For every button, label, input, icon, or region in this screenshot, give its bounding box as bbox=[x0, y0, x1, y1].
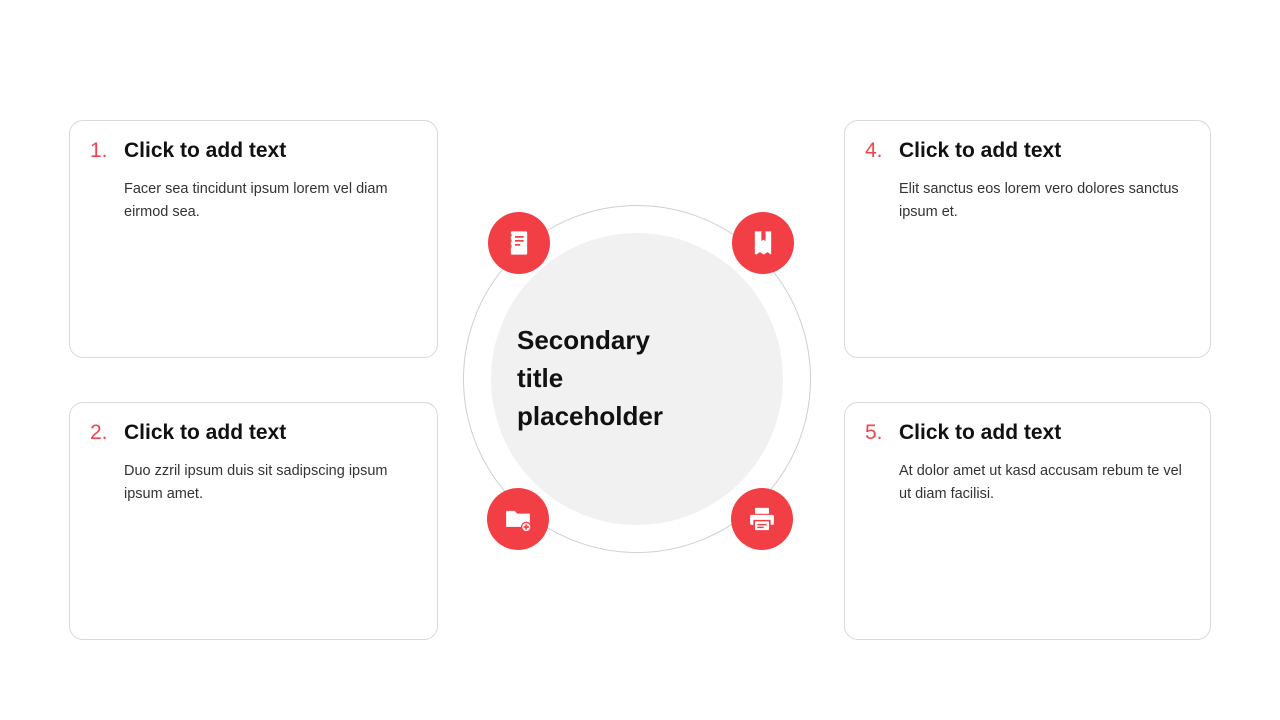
text-card-5[interactable] bbox=[844, 402, 1211, 640]
center-diagram bbox=[463, 205, 813, 555]
card-body-text[interactable]: Duo zzril ipsum duis sit sadipscing ipsum ipsum amet. bbox=[124, 463, 388, 502]
add-folder-icon bbox=[503, 504, 533, 534]
card-title[interactable]: Click to add text bbox=[899, 421, 1062, 444]
center-circle[interactable] bbox=[491, 233, 783, 525]
text-card-1[interactable] bbox=[69, 120, 438, 358]
card-header bbox=[90, 139, 415, 162]
icon-bubble-top-right[interactable] bbox=[732, 212, 794, 274]
card-header bbox=[865, 421, 1188, 444]
icon-bubble-bottom-left[interactable] bbox=[487, 488, 549, 550]
card-body-text[interactable]: Facer sea tincidunt ipsum lorem vel diam eirmod sea. bbox=[124, 181, 388, 220]
card-body-text[interactable]: At dolor amet ut kasd accusam rebum te vel ut diam facilisi. bbox=[899, 463, 1182, 502]
icon-bubble-bottom-right[interactable] bbox=[731, 488, 793, 550]
card-number: 1. bbox=[90, 139, 108, 162]
card-title[interactable]: Click to add text bbox=[124, 421, 287, 444]
card-body-text[interactable]: Elit sanctus eos lorem vero dolores sanctus ipsum et. bbox=[899, 181, 1179, 220]
card-title[interactable]: Click to add text bbox=[899, 139, 1062, 162]
center-title[interactable]: Secondary title placeholder bbox=[517, 325, 663, 431]
text-card-2[interactable] bbox=[69, 402, 438, 640]
card-number: 4. bbox=[865, 139, 883, 162]
printer-icon bbox=[748, 505, 776, 533]
card-header bbox=[865, 139, 1188, 162]
icon-bubble-top-left[interactable] bbox=[488, 212, 550, 274]
text-card-4[interactable] bbox=[844, 120, 1211, 358]
bookmark-book-icon bbox=[749, 229, 777, 257]
notebook-icon bbox=[505, 229, 533, 257]
card-number: 5. bbox=[865, 421, 883, 444]
card-title[interactable]: Click to add text bbox=[124, 139, 287, 162]
card-number: 2. bbox=[90, 421, 108, 444]
card-header bbox=[90, 421, 415, 444]
